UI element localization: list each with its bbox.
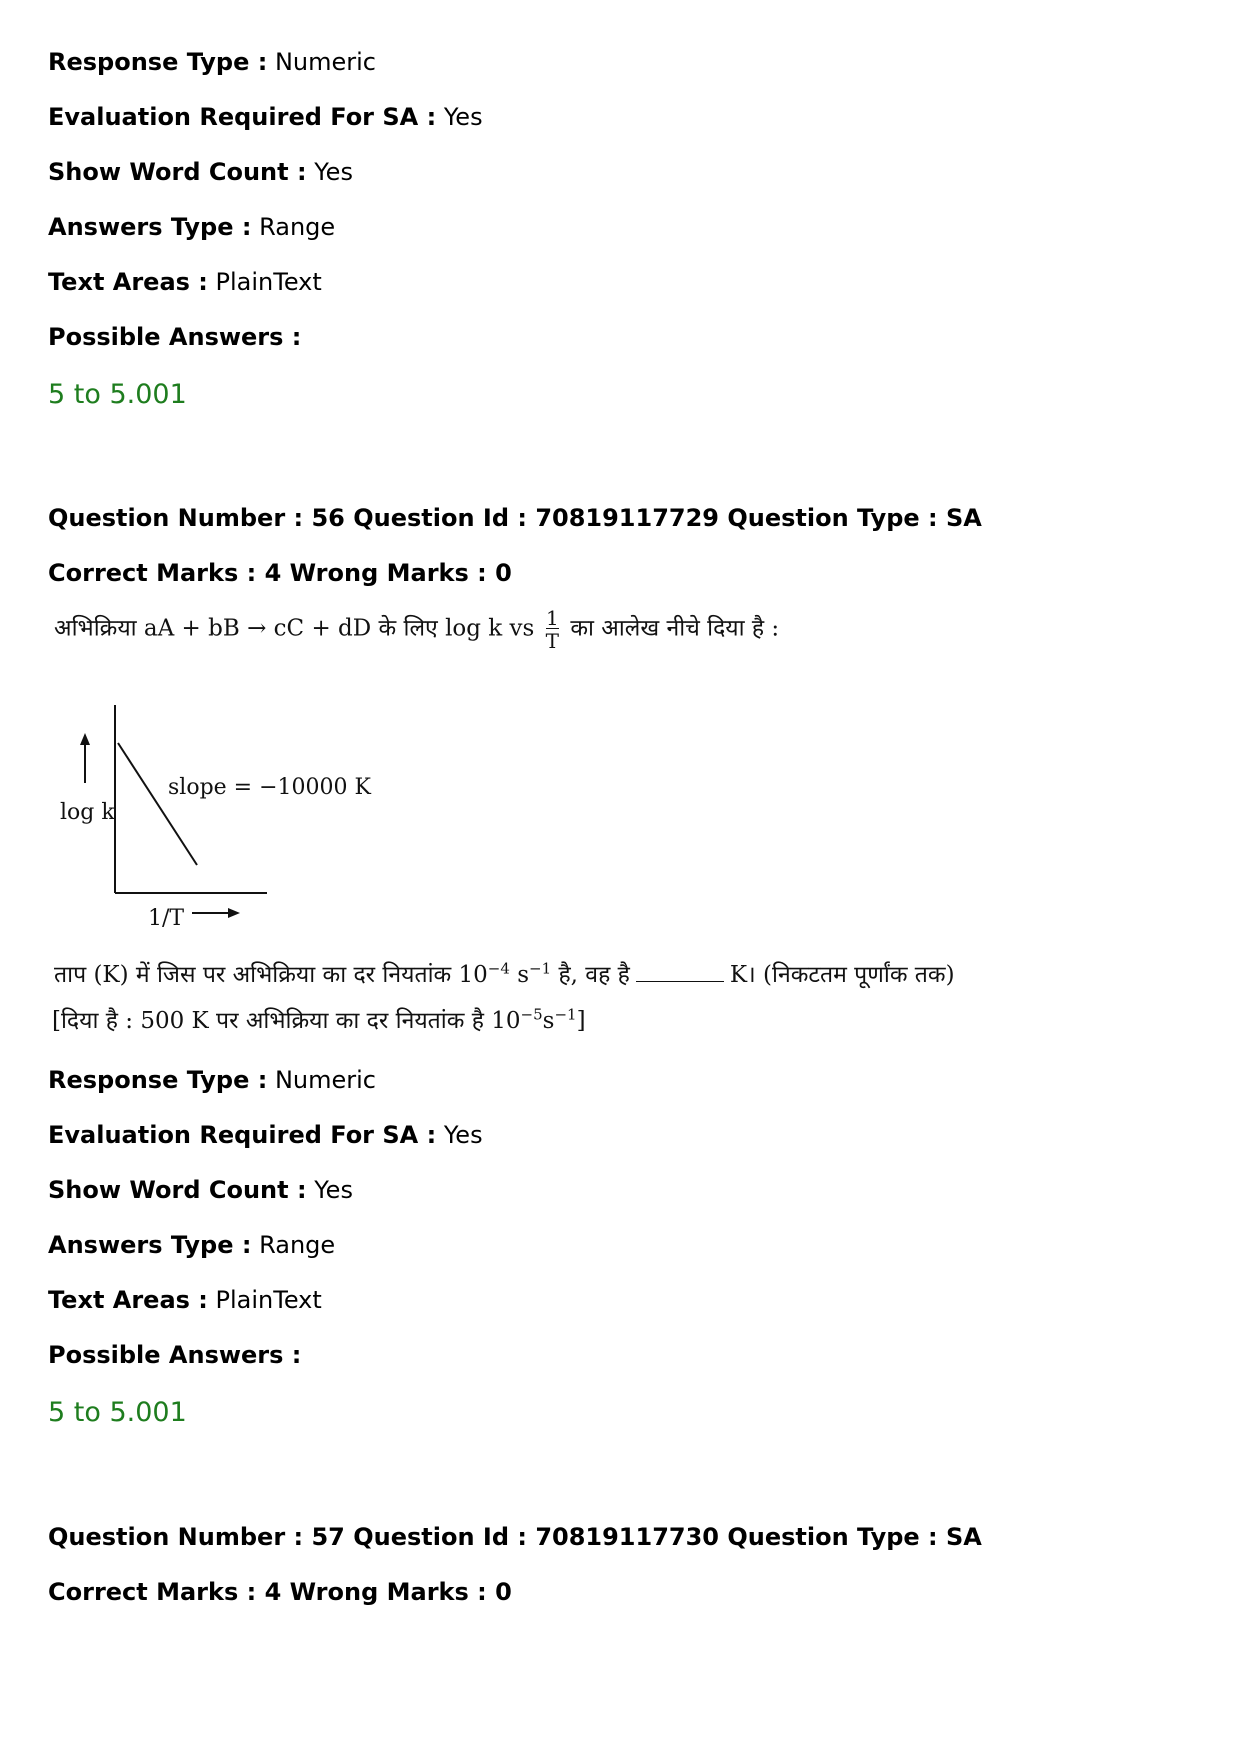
line1-exponent-1: −4 bbox=[487, 959, 510, 978]
question-56-intro bbox=[54, 608, 779, 651]
slope-label: slope = −10000 K bbox=[168, 775, 371, 800]
line1-mid: है, वह है bbox=[551, 962, 630, 988]
q56-text-areas-value: PlainText bbox=[215, 1286, 322, 1314]
question-56-line1 bbox=[54, 957, 955, 989]
answers-type-label: Answers Type : bbox=[48, 213, 252, 241]
response-type-value: Numeric bbox=[274, 48, 376, 76]
line2-end: ] bbox=[576, 1008, 586, 1034]
question-57-header-text: Question Number : 57 Question Id : 70819117730 Question Type : SA bbox=[48, 1523, 982, 1551]
q56-evaluation-label: Evaluation Required For SA : bbox=[48, 1121, 437, 1149]
evaluation-row bbox=[48, 101, 483, 133]
text-areas-label: Text Areas : bbox=[48, 268, 208, 296]
answers-type-value: Range bbox=[259, 213, 336, 241]
intro-text-before: अभिक्रिया aA + bB → cC + dD के लिए log k vs bbox=[54, 615, 535, 642]
y-axis-label: log k bbox=[60, 800, 115, 825]
possible-answer-value: 5 to 5.001 bbox=[48, 379, 187, 410]
fraction-denominator: T bbox=[545, 629, 560, 653]
answers-type-row bbox=[48, 211, 335, 243]
q56-answers-type-label: Answers Type : bbox=[48, 1231, 252, 1259]
question-56-marks-text: Correct Marks : 4 Wrong Marks : 0 bbox=[48, 559, 512, 587]
q56-possible-answer-value: 5 to 5.001 bbox=[48, 1397, 187, 1428]
q56-word-count-label: Show Word Count : bbox=[48, 1176, 307, 1204]
one-over-t-fraction bbox=[546, 608, 559, 651]
line1-unit: s bbox=[509, 962, 530, 988]
question-56-image bbox=[52, 600, 955, 1040]
response-type-label: Response Type : bbox=[48, 48, 268, 76]
line1-text: ताप (K) में जिस पर अभिक्रिया का दर नियतांक 10 bbox=[54, 962, 488, 988]
q56-word-count-row bbox=[48, 1174, 353, 1206]
possible-answers-label: Possible Answers : bbox=[48, 323, 302, 351]
q56-text-areas-row bbox=[48, 1284, 322, 1316]
line2-exponent-1: −5 bbox=[520, 1005, 543, 1024]
line1-exponent-2: −1 bbox=[529, 959, 552, 978]
question-56-line2 bbox=[52, 1003, 586, 1035]
q56-text-areas-label: Text Areas : bbox=[48, 1286, 208, 1314]
text-areas-value: PlainText bbox=[215, 268, 322, 296]
possible-answers-row bbox=[48, 321, 301, 353]
answer-blank bbox=[636, 981, 724, 982]
word-count-label: Show Word Count : bbox=[48, 158, 307, 186]
q56-answers-type-value: Range bbox=[259, 1231, 336, 1259]
word-count-row bbox=[48, 156, 353, 188]
log-k-line bbox=[118, 743, 197, 865]
line2-exponent-2: −1 bbox=[554, 1005, 577, 1024]
q56-possible-answers-label: Possible Answers : bbox=[48, 1341, 302, 1369]
q56-response-type-row bbox=[48, 1064, 376, 1096]
q56-evaluation-row bbox=[48, 1119, 483, 1151]
fraction-numerator: 1 bbox=[545, 606, 559, 630]
question-56-header bbox=[48, 502, 982, 534]
q56-answers-type-row bbox=[48, 1229, 335, 1261]
q56-possible-answers-row bbox=[48, 1339, 301, 1371]
x-axis-label: 1/T bbox=[148, 906, 185, 931]
question-57-marks bbox=[48, 1576, 512, 1608]
line2-unit: s bbox=[542, 1008, 555, 1034]
q56-word-count-value: Yes bbox=[314, 1176, 353, 1204]
line1-after: K। (निकटतम पूर्णांक तक) bbox=[729, 962, 955, 988]
intro-text-after: का आलेख नीचे दिया है : bbox=[570, 615, 780, 642]
q56-response-type-label: Response Type : bbox=[48, 1066, 268, 1094]
log-k-graph bbox=[52, 695, 372, 945]
right-arrow-icon bbox=[228, 908, 240, 918]
word-count-value: Yes bbox=[314, 158, 353, 186]
q56-evaluation-value: Yes bbox=[443, 1121, 483, 1149]
response-type-row bbox=[48, 46, 376, 78]
evaluation-value: Yes bbox=[443, 103, 483, 131]
question-56-marks bbox=[48, 557, 512, 589]
text-areas-row bbox=[48, 266, 322, 298]
up-arrow-icon bbox=[80, 733, 90, 745]
q56-response-type-value: Numeric bbox=[274, 1066, 376, 1094]
evaluation-label: Evaluation Required For SA : bbox=[48, 103, 437, 131]
question-56-header-text: Question Number : 56 Question Id : 70819117729 Question Type : SA bbox=[48, 504, 982, 532]
question-57-header bbox=[48, 1521, 982, 1553]
question-57-marks-text: Correct Marks : 4 Wrong Marks : 0 bbox=[48, 1578, 512, 1606]
line2-text: [दिया है : 500 K पर अभिक्रिया का दर नियतांक है 10 bbox=[52, 1008, 521, 1034]
